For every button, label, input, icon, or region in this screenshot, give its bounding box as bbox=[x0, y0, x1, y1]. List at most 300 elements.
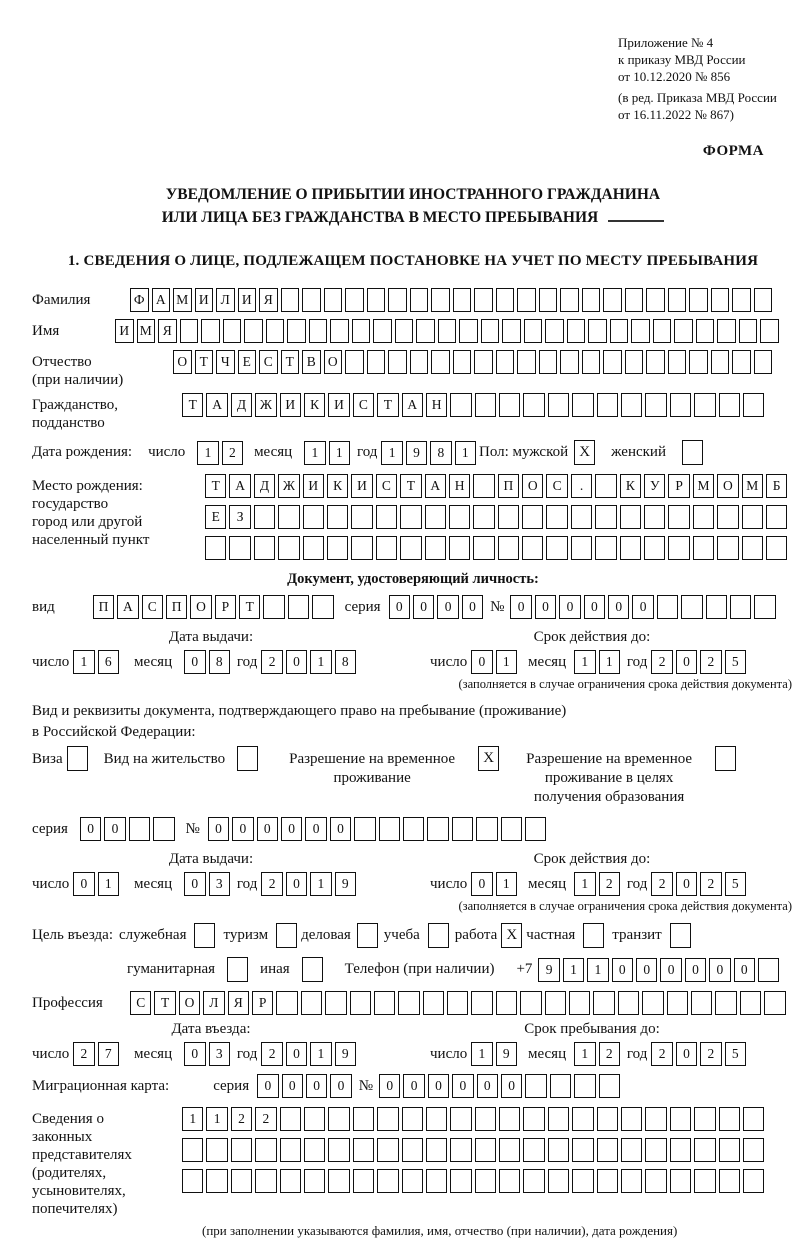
char-cell[interactable]: 0 bbox=[305, 817, 326, 841]
char-cell[interactable] bbox=[567, 319, 586, 343]
char-cell[interactable]: Ж bbox=[278, 474, 299, 498]
char-cell[interactable] bbox=[546, 505, 567, 529]
char-cell[interactable] bbox=[743, 1169, 764, 1193]
char-cell[interactable] bbox=[229, 536, 250, 560]
char-cell[interactable]: А bbox=[425, 474, 446, 498]
char-cell[interactable] bbox=[431, 288, 450, 312]
char-cell[interactable] bbox=[674, 319, 693, 343]
checkbox-male[interactable]: X bbox=[574, 440, 595, 465]
char-cell[interactable]: 0 bbox=[379, 1074, 400, 1098]
char-cell[interactable] bbox=[388, 288, 407, 312]
char-cell[interactable]: Л bbox=[216, 288, 235, 312]
char-cell[interactable]: О bbox=[173, 350, 192, 374]
char-cell[interactable] bbox=[474, 288, 493, 312]
char-cell[interactable] bbox=[254, 536, 275, 560]
char-cell[interactable] bbox=[327, 505, 348, 529]
char-cell[interactable] bbox=[449, 505, 470, 529]
checkbox-temp-residence[interactable]: X bbox=[478, 746, 499, 771]
char-cell[interactable]: 0 bbox=[510, 595, 531, 619]
char-cell[interactable] bbox=[459, 319, 478, 343]
char-cell[interactable] bbox=[328, 1107, 349, 1131]
char-cell[interactable]: 5 bbox=[725, 872, 746, 896]
char-cell[interactable] bbox=[475, 1169, 496, 1193]
char-cell[interactable] bbox=[657, 595, 678, 619]
char-cell[interactable]: Е bbox=[238, 350, 257, 374]
char-cell[interactable] bbox=[668, 288, 687, 312]
char-cell[interactable] bbox=[621, 393, 642, 417]
checkbox-study[interactable] bbox=[428, 923, 449, 948]
char-cell[interactable]: 0 bbox=[676, 872, 697, 896]
char-cell[interactable]: О bbox=[522, 474, 543, 498]
char-cell[interactable]: 0 bbox=[676, 1042, 697, 1066]
char-cell[interactable]: 7 bbox=[98, 1042, 119, 1066]
char-cell[interactable] bbox=[525, 817, 546, 841]
char-cell[interactable] bbox=[517, 288, 536, 312]
char-cell[interactable] bbox=[328, 1169, 349, 1193]
char-cell[interactable]: 9 bbox=[496, 1042, 517, 1066]
char-cell[interactable] bbox=[374, 991, 395, 1015]
char-cell[interactable] bbox=[548, 1107, 569, 1131]
char-cell[interactable] bbox=[670, 393, 691, 417]
char-cell[interactable]: 9 bbox=[406, 441, 427, 465]
char-cell[interactable] bbox=[330, 319, 349, 343]
char-cell[interactable]: 2 bbox=[651, 650, 672, 674]
char-cell[interactable] bbox=[599, 1074, 620, 1098]
char-cell[interactable] bbox=[496, 991, 517, 1015]
char-cell[interactable] bbox=[345, 288, 364, 312]
char-cell[interactable] bbox=[597, 393, 618, 417]
char-cell[interactable]: 0 bbox=[676, 650, 697, 674]
char-cell[interactable]: 0 bbox=[535, 595, 556, 619]
char-cell[interactable] bbox=[754, 288, 773, 312]
char-cell[interactable]: М bbox=[742, 474, 763, 498]
char-cell[interactable] bbox=[645, 1107, 666, 1131]
char-cell[interactable] bbox=[548, 393, 569, 417]
char-cell[interactable] bbox=[766, 536, 787, 560]
char-cell[interactable]: 0 bbox=[330, 817, 351, 841]
char-cell[interactable] bbox=[496, 350, 515, 374]
char-cell[interactable] bbox=[402, 1107, 423, 1131]
char-cell[interactable]: 0 bbox=[608, 595, 629, 619]
char-cell[interactable] bbox=[367, 288, 386, 312]
char-cell[interactable]: 1 bbox=[310, 1042, 331, 1066]
char-cell[interactable]: 2 bbox=[651, 872, 672, 896]
char-cell[interactable]: 0 bbox=[685, 958, 706, 982]
char-cell[interactable]: С bbox=[142, 595, 163, 619]
char-cell[interactable]: Т bbox=[182, 393, 203, 417]
char-cell[interactable] bbox=[475, 393, 496, 417]
char-cell[interactable] bbox=[719, 1138, 740, 1162]
char-cell[interactable]: П bbox=[93, 595, 114, 619]
char-cell[interactable]: 9 bbox=[335, 872, 356, 896]
char-cell[interactable] bbox=[280, 1107, 301, 1131]
char-cell[interactable] bbox=[425, 505, 446, 529]
char-cell[interactable] bbox=[523, 1107, 544, 1131]
char-cell[interactable] bbox=[431, 350, 450, 374]
char-cell[interactable] bbox=[400, 536, 421, 560]
char-cell[interactable] bbox=[560, 288, 579, 312]
char-cell[interactable] bbox=[395, 319, 414, 343]
char-cell[interactable]: А bbox=[206, 393, 227, 417]
checkbox-private[interactable] bbox=[583, 923, 604, 948]
char-cell[interactable] bbox=[717, 536, 738, 560]
char-cell[interactable] bbox=[499, 1138, 520, 1162]
char-cell[interactable] bbox=[522, 505, 543, 529]
char-cell[interactable] bbox=[288, 595, 309, 619]
char-cell[interactable]: Ф bbox=[130, 288, 149, 312]
char-cell[interactable]: 0 bbox=[428, 1074, 449, 1098]
char-cell[interactable] bbox=[595, 474, 616, 498]
checkbox-work[interactable]: X bbox=[501, 923, 522, 948]
char-cell[interactable] bbox=[593, 991, 614, 1015]
char-cell[interactable] bbox=[539, 350, 558, 374]
char-cell[interactable] bbox=[438, 319, 457, 343]
char-cell[interactable]: Т bbox=[205, 474, 226, 498]
char-cell[interactable]: 0 bbox=[612, 958, 633, 982]
char-cell[interactable] bbox=[449, 536, 470, 560]
char-cell[interactable]: 2 bbox=[599, 1042, 620, 1066]
char-cell[interactable]: С bbox=[546, 474, 567, 498]
char-cell[interactable]: 0 bbox=[477, 1074, 498, 1098]
char-cell[interactable] bbox=[473, 474, 494, 498]
char-cell[interactable]: 0 bbox=[282, 1074, 303, 1098]
char-cell[interactable]: 0 bbox=[184, 872, 205, 896]
char-cell[interactable] bbox=[206, 1138, 227, 1162]
char-cell[interactable]: 1 bbox=[73, 650, 94, 674]
char-cell[interactable]: У bbox=[644, 474, 665, 498]
char-cell[interactable] bbox=[303, 536, 324, 560]
char-cell[interactable] bbox=[730, 595, 751, 619]
char-cell[interactable] bbox=[498, 536, 519, 560]
char-cell[interactable] bbox=[696, 319, 715, 343]
char-cell[interactable] bbox=[498, 505, 519, 529]
char-cell[interactable] bbox=[400, 505, 421, 529]
char-cell[interactable] bbox=[572, 1169, 593, 1193]
char-cell[interactable] bbox=[304, 1138, 325, 1162]
char-cell[interactable]: 0 bbox=[281, 817, 302, 841]
char-cell[interactable] bbox=[474, 350, 493, 374]
char-cell[interactable] bbox=[373, 319, 392, 343]
char-cell[interactable] bbox=[376, 505, 397, 529]
char-cell[interactable]: 8 bbox=[430, 441, 451, 465]
char-cell[interactable] bbox=[694, 1138, 715, 1162]
char-cell[interactable] bbox=[571, 505, 592, 529]
char-cell[interactable]: Ч bbox=[216, 350, 235, 374]
char-cell[interactable] bbox=[754, 350, 773, 374]
char-cell[interactable]: 2 bbox=[261, 872, 282, 896]
char-cell[interactable] bbox=[603, 350, 622, 374]
char-cell[interactable]: 0 bbox=[73, 872, 94, 896]
char-cell[interactable]: 0 bbox=[632, 595, 653, 619]
char-cell[interactable] bbox=[501, 817, 522, 841]
char-cell[interactable]: И bbox=[351, 474, 372, 498]
char-cell[interactable] bbox=[668, 536, 689, 560]
char-cell[interactable] bbox=[201, 319, 220, 343]
char-cell[interactable] bbox=[353, 1138, 374, 1162]
char-cell[interactable]: 1 bbox=[471, 1042, 492, 1066]
char-cell[interactable] bbox=[502, 319, 521, 343]
char-cell[interactable] bbox=[416, 319, 435, 343]
char-cell[interactable]: 0 bbox=[184, 1042, 205, 1066]
char-cell[interactable] bbox=[426, 1138, 447, 1162]
char-cell[interactable] bbox=[694, 393, 715, 417]
char-cell[interactable] bbox=[625, 350, 644, 374]
char-cell[interactable]: 3 bbox=[209, 872, 230, 896]
char-cell[interactable] bbox=[324, 288, 343, 312]
char-cell[interactable]: 1 bbox=[197, 441, 218, 465]
char-cell[interactable]: С bbox=[130, 991, 151, 1015]
char-cell[interactable]: 1 bbox=[599, 650, 620, 674]
char-cell[interactable]: В bbox=[302, 350, 321, 374]
char-cell[interactable]: Р bbox=[215, 595, 236, 619]
char-cell[interactable]: 0 bbox=[232, 817, 253, 841]
char-cell[interactable]: 0 bbox=[437, 595, 458, 619]
char-cell[interactable] bbox=[732, 350, 751, 374]
char-cell[interactable] bbox=[742, 536, 763, 560]
char-cell[interactable] bbox=[427, 817, 448, 841]
char-cell[interactable] bbox=[278, 505, 299, 529]
char-cell[interactable]: 0 bbox=[286, 650, 307, 674]
char-cell[interactable] bbox=[481, 319, 500, 343]
char-cell[interactable] bbox=[231, 1138, 252, 1162]
char-cell[interactable] bbox=[670, 1169, 691, 1193]
char-cell[interactable]: А bbox=[402, 393, 423, 417]
char-cell[interactable] bbox=[476, 817, 497, 841]
char-cell[interactable] bbox=[645, 393, 666, 417]
char-cell[interactable] bbox=[693, 536, 714, 560]
char-cell[interactable] bbox=[377, 1138, 398, 1162]
char-cell[interactable] bbox=[280, 1138, 301, 1162]
char-cell[interactable] bbox=[644, 536, 665, 560]
char-cell[interactable]: 1 bbox=[310, 872, 331, 896]
char-cell[interactable] bbox=[743, 393, 764, 417]
char-cell[interactable]: 0 bbox=[709, 958, 730, 982]
char-cell[interactable] bbox=[694, 1169, 715, 1193]
char-cell[interactable]: 8 bbox=[209, 650, 230, 674]
char-cell[interactable]: 1 bbox=[574, 650, 595, 674]
char-cell[interactable] bbox=[743, 1138, 764, 1162]
char-cell[interactable]: 1 bbox=[381, 441, 402, 465]
char-cell[interactable] bbox=[693, 505, 714, 529]
char-cell[interactable]: 2 bbox=[73, 1042, 94, 1066]
char-cell[interactable]: Е bbox=[205, 505, 226, 529]
char-cell[interactable]: 1 bbox=[496, 650, 517, 674]
char-cell[interactable]: К bbox=[327, 474, 348, 498]
char-cell[interactable]: П bbox=[498, 474, 519, 498]
char-cell[interactable] bbox=[517, 350, 536, 374]
char-cell[interactable] bbox=[539, 288, 558, 312]
char-cell[interactable]: 9 bbox=[335, 1042, 356, 1066]
checkbox-other[interactable] bbox=[302, 957, 323, 982]
char-cell[interactable]: 6 bbox=[98, 650, 119, 674]
char-cell[interactable]: 2 bbox=[255, 1107, 276, 1131]
char-cell[interactable] bbox=[255, 1169, 276, 1193]
char-cell[interactable] bbox=[352, 319, 371, 343]
char-cell[interactable]: Р bbox=[252, 991, 273, 1015]
char-cell[interactable]: Д bbox=[254, 474, 275, 498]
char-cell[interactable] bbox=[287, 319, 306, 343]
char-cell[interactable] bbox=[719, 1169, 740, 1193]
char-cell[interactable] bbox=[522, 536, 543, 560]
char-cell[interactable] bbox=[653, 319, 672, 343]
char-cell[interactable] bbox=[760, 319, 779, 343]
char-cell[interactable]: И bbox=[280, 393, 301, 417]
char-cell[interactable] bbox=[743, 1107, 764, 1131]
char-cell[interactable]: 0 bbox=[660, 958, 681, 982]
char-cell[interactable] bbox=[719, 1107, 740, 1131]
char-cell[interactable]: М bbox=[173, 288, 192, 312]
char-cell[interactable] bbox=[447, 991, 468, 1015]
char-cell[interactable] bbox=[280, 1169, 301, 1193]
char-cell[interactable] bbox=[569, 991, 590, 1015]
char-cell[interactable] bbox=[263, 595, 284, 619]
char-cell[interactable]: . bbox=[571, 474, 592, 498]
char-cell[interactable] bbox=[499, 393, 520, 417]
char-cell[interactable]: 2 bbox=[700, 650, 721, 674]
char-cell[interactable]: О bbox=[190, 595, 211, 619]
char-cell[interactable] bbox=[625, 288, 644, 312]
char-cell[interactable]: А bbox=[152, 288, 171, 312]
char-cell[interactable]: Я bbox=[259, 288, 278, 312]
char-cell[interactable] bbox=[719, 393, 740, 417]
char-cell[interactable] bbox=[244, 319, 263, 343]
char-cell[interactable] bbox=[426, 1107, 447, 1131]
char-cell[interactable] bbox=[402, 1138, 423, 1162]
char-cell[interactable] bbox=[582, 350, 601, 374]
char-cell[interactable] bbox=[620, 505, 641, 529]
char-cell[interactable] bbox=[597, 1169, 618, 1193]
char-cell[interactable] bbox=[452, 817, 473, 841]
char-cell[interactable] bbox=[545, 991, 566, 1015]
char-cell[interactable]: 0 bbox=[184, 650, 205, 674]
char-cell[interactable]: 1 bbox=[587, 958, 608, 982]
char-cell[interactable] bbox=[450, 1169, 471, 1193]
char-cell[interactable]: И bbox=[303, 474, 324, 498]
char-cell[interactable]: О bbox=[179, 991, 200, 1015]
char-cell[interactable]: 1 bbox=[98, 872, 119, 896]
char-cell[interactable]: Т bbox=[195, 350, 214, 374]
char-cell[interactable] bbox=[646, 288, 665, 312]
checkbox-humanitarian[interactable] bbox=[227, 957, 248, 982]
char-cell[interactable] bbox=[281, 288, 300, 312]
char-cell[interactable] bbox=[732, 288, 751, 312]
char-cell[interactable]: 2 bbox=[222, 441, 243, 465]
char-cell[interactable] bbox=[621, 1138, 642, 1162]
char-cell[interactable] bbox=[603, 288, 622, 312]
char-cell[interactable]: 1 bbox=[496, 872, 517, 896]
char-cell[interactable] bbox=[706, 595, 727, 619]
char-cell[interactable] bbox=[425, 536, 446, 560]
char-cell[interactable]: 1 bbox=[310, 650, 331, 674]
char-cell[interactable] bbox=[351, 536, 372, 560]
char-cell[interactable] bbox=[546, 536, 567, 560]
char-cell[interactable] bbox=[475, 1138, 496, 1162]
char-cell[interactable]: 2 bbox=[700, 1042, 721, 1066]
char-cell[interactable]: П bbox=[166, 595, 187, 619]
checkbox-temp-residence-education[interactable] bbox=[715, 746, 736, 771]
char-cell[interactable]: М bbox=[137, 319, 156, 343]
char-cell[interactable] bbox=[205, 536, 226, 560]
char-cell[interactable]: К bbox=[304, 393, 325, 417]
char-cell[interactable] bbox=[499, 1107, 520, 1131]
char-cell[interactable]: 0 bbox=[452, 1074, 473, 1098]
char-cell[interactable]: 0 bbox=[501, 1074, 522, 1098]
char-cell[interactable]: Л bbox=[203, 991, 224, 1015]
char-cell[interactable] bbox=[180, 319, 199, 343]
char-cell[interactable] bbox=[303, 505, 324, 529]
char-cell[interactable] bbox=[266, 319, 285, 343]
char-cell[interactable] bbox=[475, 1107, 496, 1131]
char-cell[interactable] bbox=[694, 1107, 715, 1131]
char-cell[interactable] bbox=[610, 319, 629, 343]
char-cell[interactable]: Я bbox=[158, 319, 177, 343]
char-cell[interactable]: Т bbox=[377, 393, 398, 417]
char-cell[interactable] bbox=[717, 505, 738, 529]
char-cell[interactable] bbox=[621, 1107, 642, 1131]
char-cell[interactable] bbox=[231, 1169, 252, 1193]
char-cell[interactable] bbox=[367, 350, 386, 374]
checkbox-tourism[interactable] bbox=[276, 923, 297, 948]
char-cell[interactable] bbox=[582, 288, 601, 312]
char-cell[interactable] bbox=[453, 350, 472, 374]
char-cell[interactable] bbox=[302, 288, 321, 312]
char-cell[interactable] bbox=[754, 595, 775, 619]
char-cell[interactable]: 5 bbox=[725, 1042, 746, 1066]
checkbox-female[interactable] bbox=[682, 440, 703, 465]
char-cell[interactable] bbox=[548, 1138, 569, 1162]
char-cell[interactable] bbox=[327, 536, 348, 560]
char-cell[interactable]: Т bbox=[239, 595, 260, 619]
char-cell[interactable]: И bbox=[115, 319, 134, 343]
char-cell[interactable]: 0 bbox=[80, 817, 101, 841]
char-cell[interactable]: 0 bbox=[389, 595, 410, 619]
char-cell[interactable]: И bbox=[195, 288, 214, 312]
char-cell[interactable] bbox=[525, 1074, 546, 1098]
char-cell[interactable] bbox=[642, 991, 663, 1015]
char-cell[interactable] bbox=[574, 1074, 595, 1098]
char-cell[interactable] bbox=[473, 505, 494, 529]
char-cell[interactable] bbox=[278, 536, 299, 560]
char-cell[interactable] bbox=[353, 1107, 374, 1131]
char-cell[interactable] bbox=[496, 288, 515, 312]
char-cell[interactable]: 0 bbox=[286, 1042, 307, 1066]
char-cell[interactable] bbox=[309, 319, 328, 343]
char-cell[interactable]: И bbox=[328, 393, 349, 417]
char-cell[interactable] bbox=[423, 991, 444, 1015]
char-cell[interactable] bbox=[473, 536, 494, 560]
char-cell[interactable] bbox=[379, 817, 400, 841]
char-cell[interactable] bbox=[595, 536, 616, 560]
char-cell[interactable] bbox=[572, 1138, 593, 1162]
checkbox-business[interactable] bbox=[357, 923, 378, 948]
char-cell[interactable] bbox=[631, 319, 650, 343]
char-cell[interactable] bbox=[739, 319, 758, 343]
char-cell[interactable] bbox=[471, 991, 492, 1015]
char-cell[interactable] bbox=[206, 1169, 227, 1193]
char-cell[interactable]: Д bbox=[231, 393, 252, 417]
char-cell[interactable] bbox=[715, 991, 736, 1015]
char-cell[interactable] bbox=[588, 319, 607, 343]
char-cell[interactable] bbox=[354, 817, 375, 841]
char-cell[interactable] bbox=[668, 350, 687, 374]
char-cell[interactable]: Я bbox=[228, 991, 249, 1015]
char-cell[interactable]: З bbox=[229, 505, 250, 529]
char-cell[interactable]: 0 bbox=[413, 595, 434, 619]
char-cell[interactable] bbox=[670, 1138, 691, 1162]
char-cell[interactable] bbox=[560, 350, 579, 374]
char-cell[interactable]: Т bbox=[400, 474, 421, 498]
char-cell[interactable]: 5 bbox=[725, 650, 746, 674]
